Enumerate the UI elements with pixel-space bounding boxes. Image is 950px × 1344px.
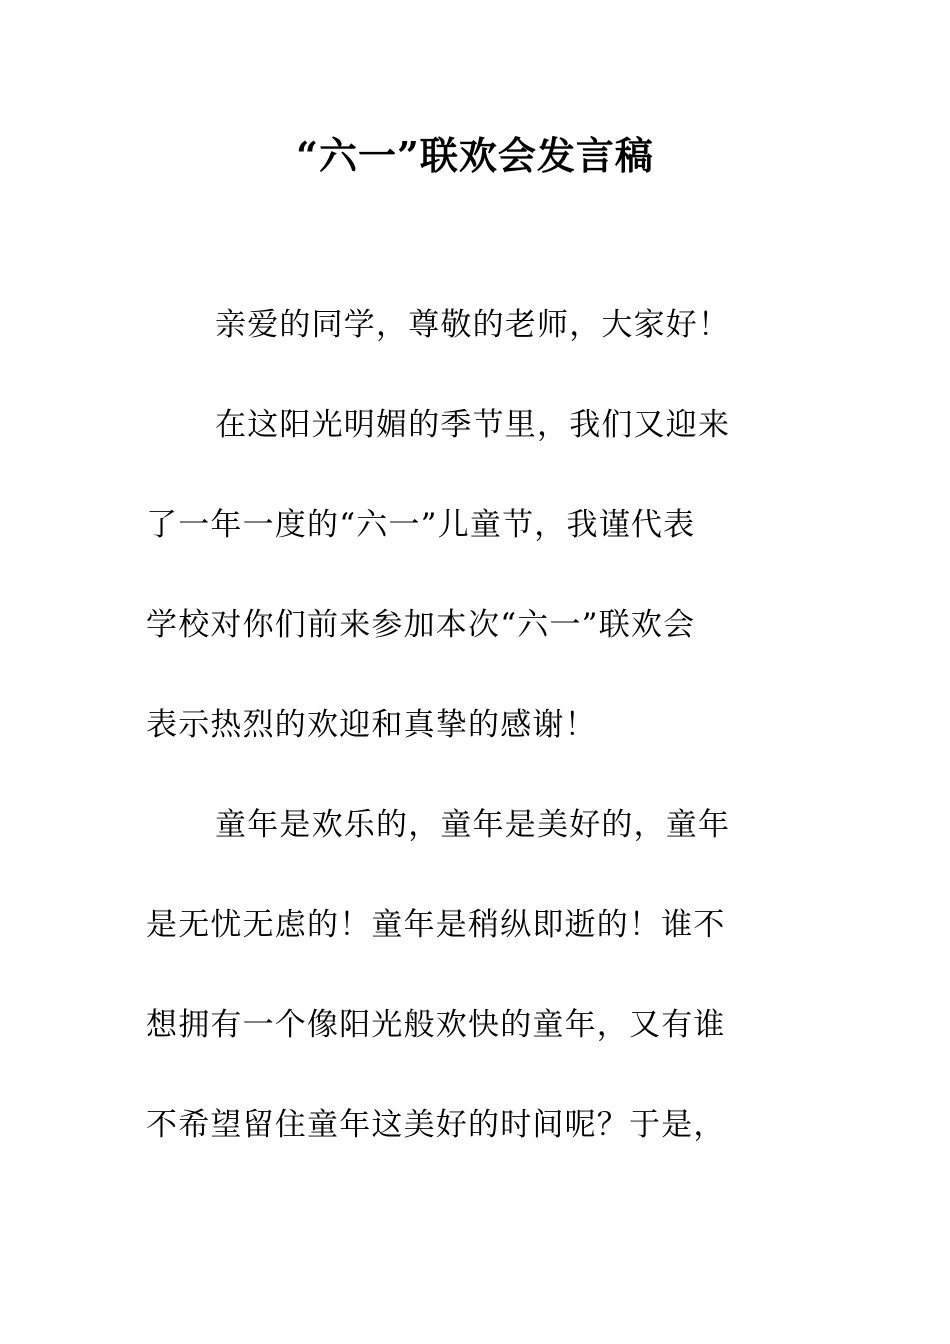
paragraph-line: 在这阳光明媚的季节里，我们又迎来 <box>215 407 731 443</box>
paragraph-line: 了一年一度的“六一”儿童节，我谨代表 <box>146 507 696 543</box>
paragraph-line: 童年是欢乐的，童年是美好的，童年 <box>215 807 731 843</box>
paragraph-line: 表示热烈的欢迎和真挚的感谢！ <box>146 707 597 743</box>
document-title: “六一”联欢会发言稿 <box>296 133 654 178</box>
paragraph-line: 是无忧无虑的！童年是稍纵即逝的！谁不 <box>146 907 726 943</box>
paragraph-line: 不希望留住童年这美好的时间呢？于是， <box>146 1107 726 1143</box>
paragraph-line: 学校对你们前来参加本次“六一”联欢会 <box>146 607 696 643</box>
paragraph-line: 想拥有一个像阳光般欢快的童年，又有谁 <box>146 1007 726 1043</box>
paragraph-line: 亲爱的同学，尊敬的老师，大家好！ <box>215 307 731 343</box>
